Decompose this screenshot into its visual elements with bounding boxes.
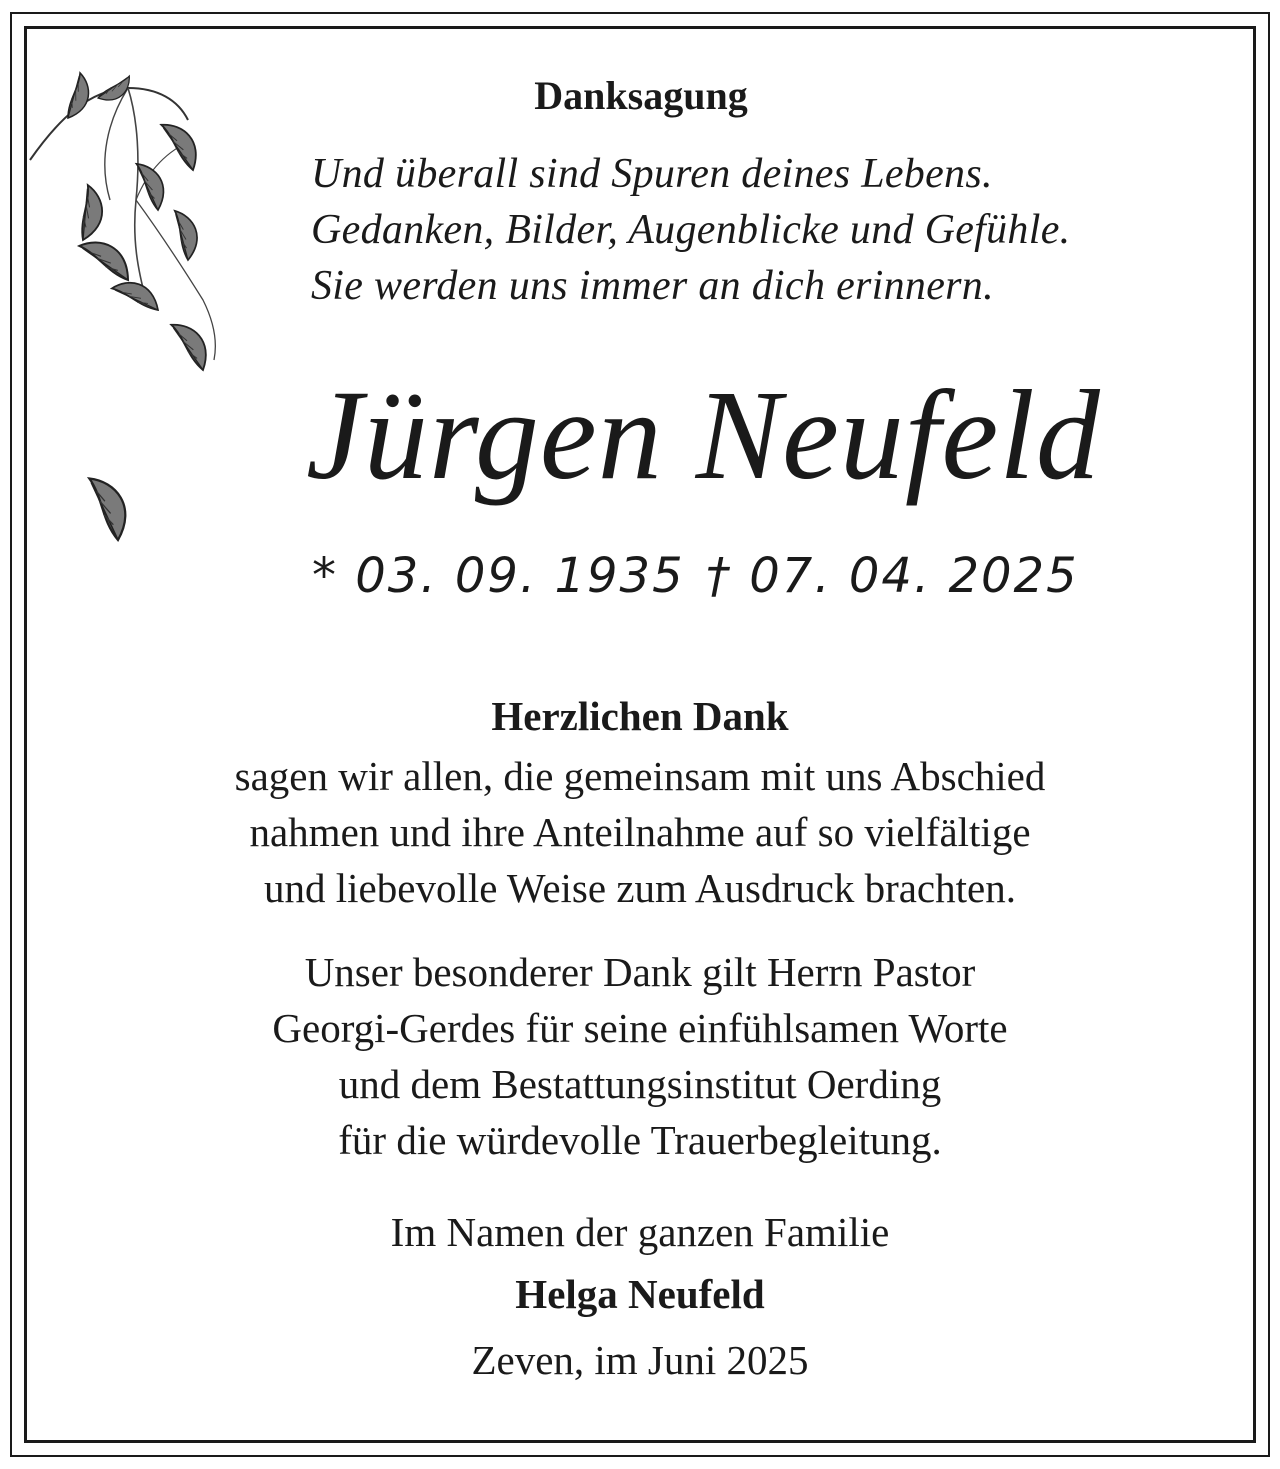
verse-line: Gedanken, Bilder, Augenblicke und Gefühle. xyxy=(311,207,1071,253)
birch-branch-icon xyxy=(28,60,258,560)
thanks-text-line: sagen wir allen, die gemeinsam mit uns Abschied xyxy=(234,753,1046,799)
verse-line: Und überall sind Spuren deines Lebens. xyxy=(311,151,993,197)
thanks-heading: Herzlichen Dank xyxy=(491,693,789,739)
birth-date: * 03. 09. 1935 xyxy=(312,548,685,604)
verse-line: Sie werden uns immer an dich erinnern. xyxy=(311,263,994,309)
on-behalf-line: Im Namen der ganzen Familie xyxy=(390,1209,890,1255)
special-thanks-line: Unser besonderer Dank gilt Herrn Pastor xyxy=(304,949,976,995)
death-date: † 07. 04. 2025 xyxy=(706,548,1079,604)
thanks-text-line: und liebevolle Weise zum Ausdruck brachten. xyxy=(264,865,1016,911)
place-date: Zeven, im Juni 2025 xyxy=(471,1337,809,1383)
notice-heading: Danksagung xyxy=(534,73,748,118)
thanks-text-line: nahmen und ihre Anteilnahme auf so vielfältige xyxy=(249,809,1031,855)
special-thanks-line: für die würdevolle Trauerbegleitung. xyxy=(338,1117,942,1163)
special-thanks-line: und dem Bestattungsinstitut Oerding xyxy=(338,1061,942,1107)
deceased-name: Jürgen Neufeld xyxy=(306,364,1101,506)
special-thanks-line: Georgi-Gerdes für seine einfühlsamen Worte xyxy=(272,1005,1008,1051)
signer-name: Helga Neufeld xyxy=(515,1271,765,1317)
